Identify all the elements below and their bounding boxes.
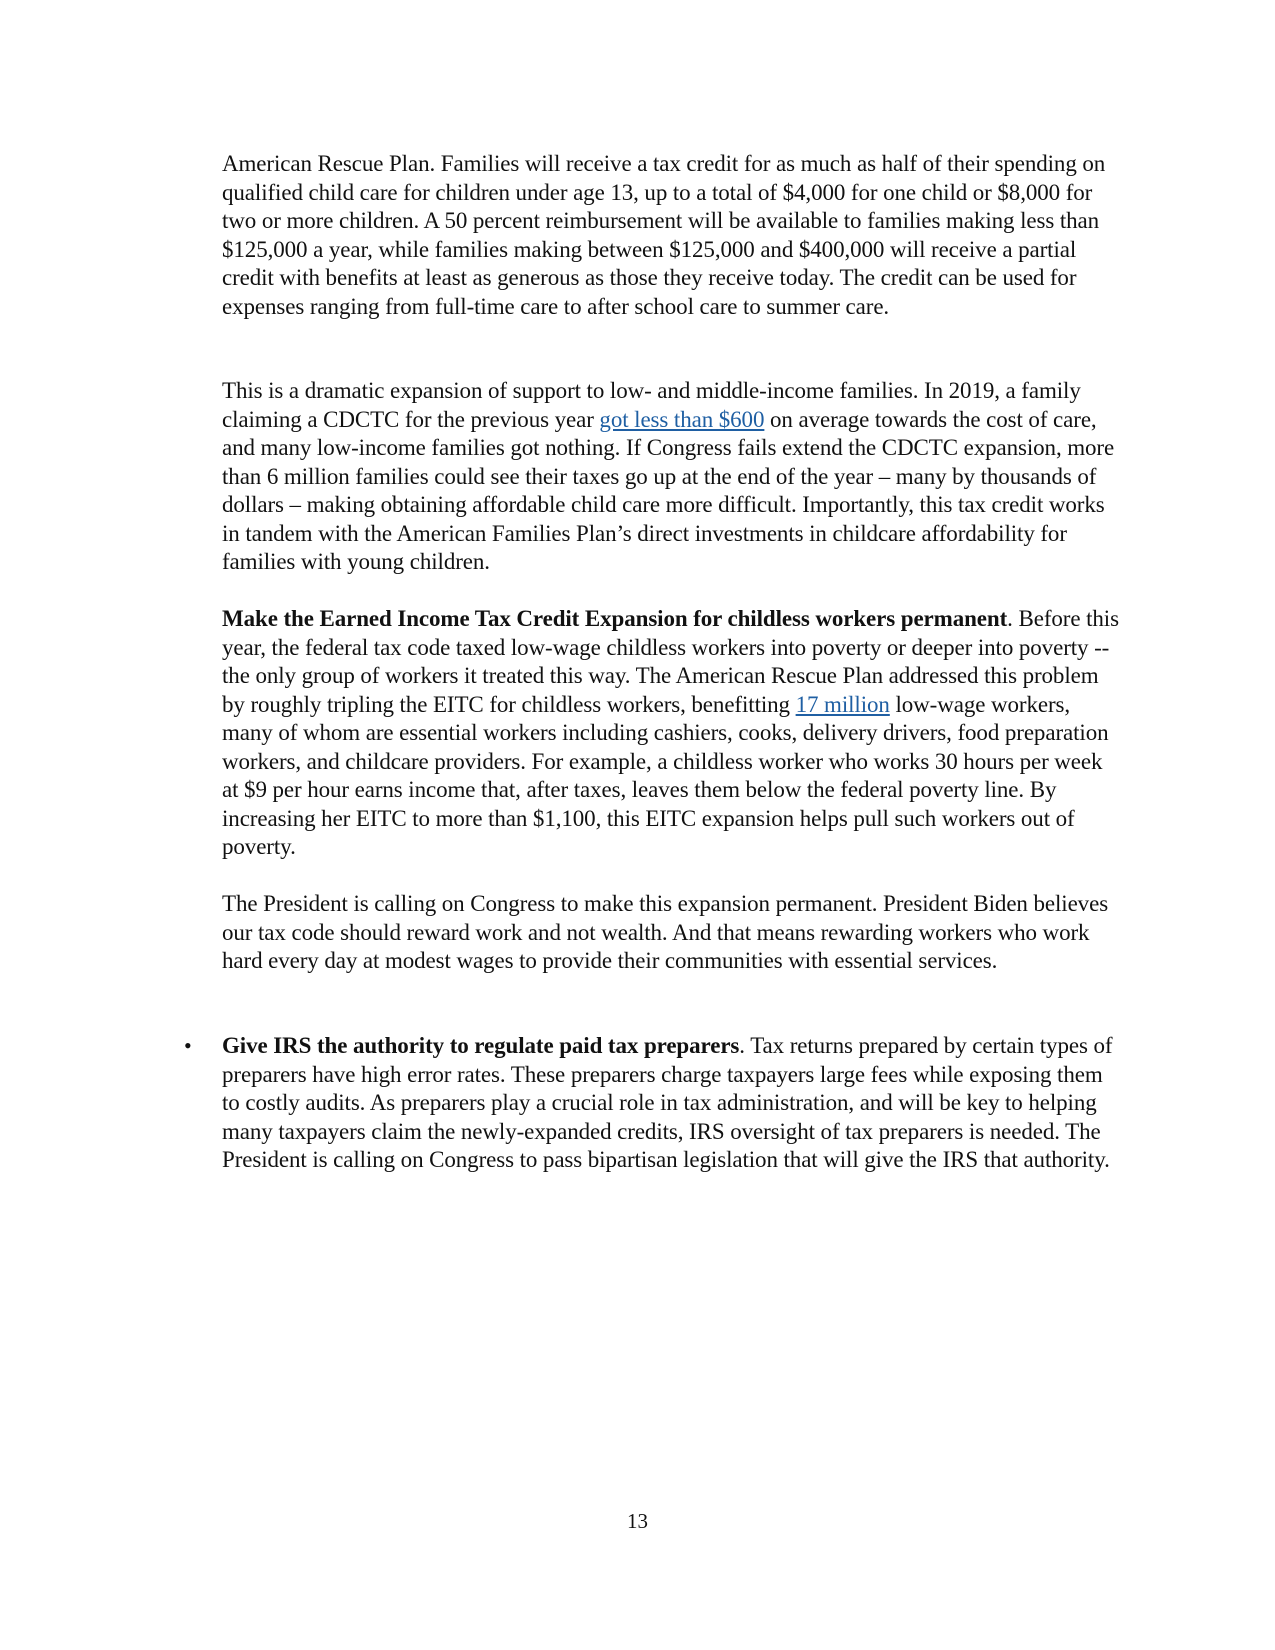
paragraph-text: American Rescue Plan. Families will receive a tax credit for as much as half of their spending on qualified child care for children under age 13, up to a total of $4,000 for one child or $8,000 for two or more children. A 50 percent reimbursement will be available to families making less than $125,000 a year, while families making between $125,000 and $400,000 will receive a partial credit with benefits at least as generous as those they receive today. The credit can be used for expenses ranging from full-time care to after school care to summer care. bbox=[222, 151, 1106, 319]
paragraph-text-segment: Before this year, the federal tax code taxed low-wage childless workers into poverty or deeper into poverty -- the only group of workers it treated this way. The American Rescue Plan addressed this problem by roughly tripling the EITC for childless workers, benefitting bbox=[222, 606, 1119, 717]
paragraph-eitc-expansion bbox=[222, 605, 1122, 862]
paragraph-text: The President is calling on Congress to make this expansion permanent. President Biden believes our tax code should reward work and not wealth. And that means rewarding workers who work hard every day at modest wages to provide their communities with essential services. bbox=[222, 891, 1109, 973]
heading-punctuation: . bbox=[739, 1033, 745, 1058]
paragraph-text-segment: low-wage workers, many of whom are essential workers including cashiers, cooks, delivery drivers, food preparation workers, and childcare providers. For example, a childless worker who works 30 hours per week at $9 per hour earns income that, after taxes, leaves them below the federal poverty line. By increasing her EITC to more than $1,100, this EITC expansion helps pull such workers out of poverty. bbox=[222, 691, 1109, 859]
bullet-marker: • bbox=[184, 1033, 192, 1058]
paragraph-text-segment: on average towards the cost of care, and many low-income families got nothing. If Congress fails extend the CDCTC expansion, more than 6 million families could see their taxes go up at the end of the year – many by thousands of dollars – making obtaining affordable child care more difficult. Importantly, this tax credit works in tandem with the American Families Plan’s direct investments in childcare affordability for families with young children. bbox=[222, 406, 1115, 574]
paragraph-text bbox=[222, 377, 1122, 577]
paragraph-cdctc-expansion bbox=[222, 377, 1122, 577]
link-got-less-than-600[interactable]: got less than $600 bbox=[599, 406, 765, 432]
page-number: 13 bbox=[627, 1509, 648, 1533]
link-17-million[interactable]: 17 million bbox=[795, 691, 890, 717]
paragraph-text bbox=[222, 605, 1122, 862]
bullet-item-irs-authority bbox=[222, 1032, 1122, 1175]
section-heading-irs: Give IRS the authority to regulate paid tax preparers bbox=[222, 1033, 740, 1058]
heading-punctuation: . bbox=[1007, 606, 1013, 631]
paragraph-president-call bbox=[222, 890, 1122, 976]
paragraph-text bbox=[222, 1032, 1122, 1175]
section-heading-eitc: Make the Earned Income Tax Credit Expansion for childless workers permanent bbox=[222, 606, 1008, 631]
paragraph-text-segment: This is a dramatic expansion of support to low- and middle-income families. In 2019, a family claiming a CDCTC for the previous year bbox=[222, 378, 1081, 432]
paragraph-child-care-credit bbox=[222, 150, 1122, 321]
paragraph-text-segment: Tax returns prepared by certain types of preparers have high error rates. These preparers charge taxpayers large fees while exposing them to costly audits. As preparers play a crucial role in tax administration, and will be key to helping many taxpayers claim the newly-expanded credits, IRS oversight of tax preparers is needed. The President is calling on Congress to pass bipartisan legislation that will give the IRS that authority. bbox=[222, 1033, 1113, 1172]
